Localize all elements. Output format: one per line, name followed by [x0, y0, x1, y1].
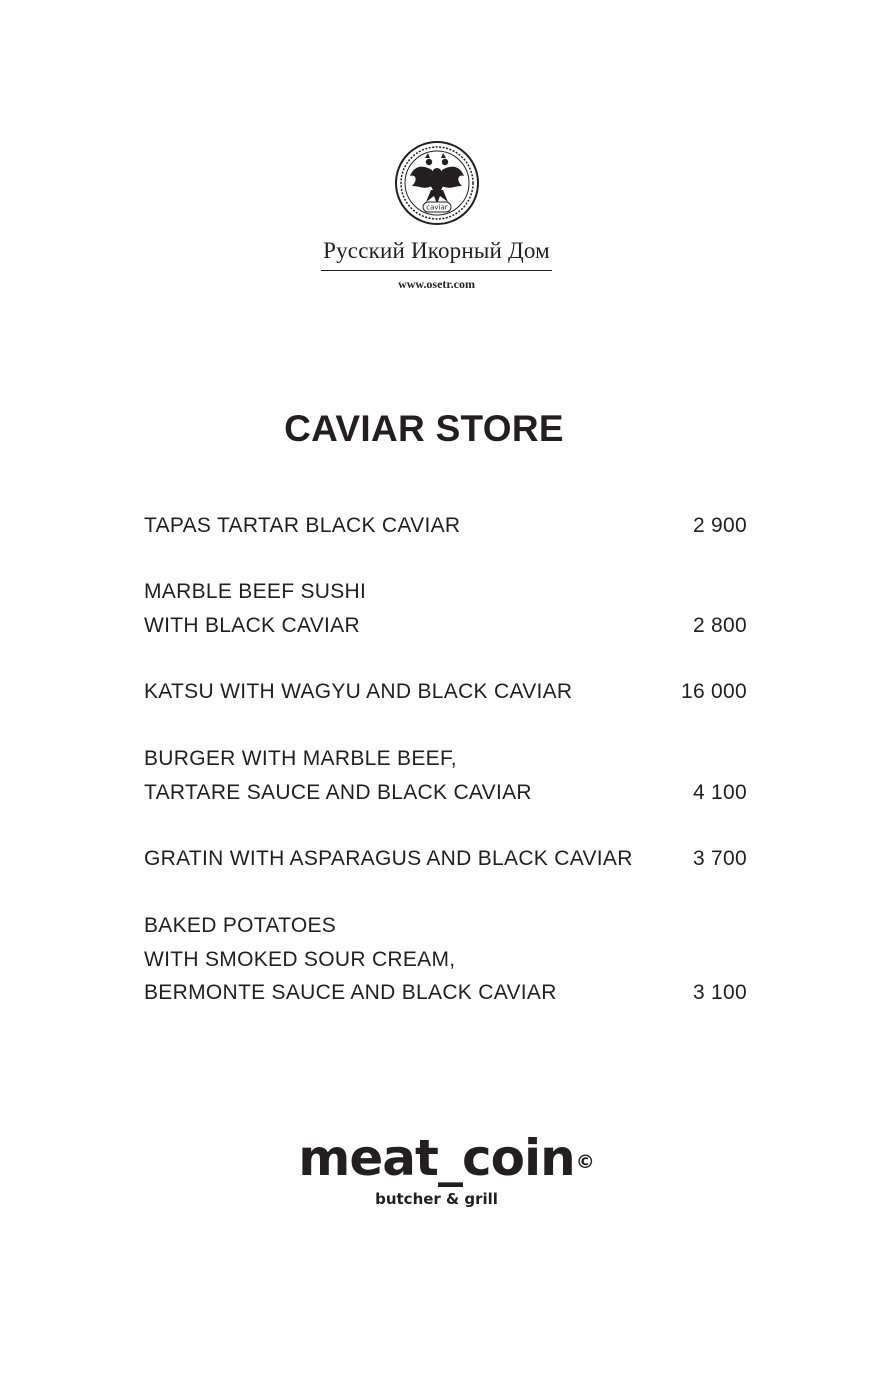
menu-item-name-line: BAKED POTATOES [144, 914, 337, 937]
menu-item-price: 16 000 [680, 680, 747, 703]
meat-coin-logo [298, 1128, 595, 1188]
menu-item-price: 2 800 [692, 613, 747, 637]
logo-wordmark: meat_coin [298, 1129, 575, 1187]
menu-item-price: 3 700 [692, 847, 747, 870]
menu-item-price: 3 100 [692, 981, 747, 1004]
menu-item-name-line: BERMONTE SAUCE AND BLACK CAVIAR [144, 981, 557, 1004]
footer-logo [0, 1128, 873, 1208]
menu-item-name [144, 509, 747, 543]
menu-item [144, 842, 747, 876]
menu-item-name-line: WITH BLACK CAVIAR [144, 613, 360, 637]
eagle-seal-icon [394, 140, 480, 226]
menu-item-name-line: TAPAS TARTAR BLACK CAVIAR [144, 514, 461, 537]
menu-item [144, 575, 747, 642]
emblem-label: caviar [425, 203, 448, 212]
menu-item-name [144, 909, 747, 1010]
menu-item-name [144, 742, 747, 809]
page-title: CAVIAR STORE [284, 408, 564, 449]
menu-item-name-line: MARBLE BEEF SUSHI [144, 580, 367, 603]
copyright-mark: © [575, 1151, 595, 1173]
menu-item [144, 509, 747, 543]
menu-item-price: 4 100 [692, 780, 747, 804]
logo-tagline: butcher & grill [375, 1190, 498, 1208]
menu-item [144, 675, 747, 709]
menu-item [144, 742, 747, 809]
menu-item-name-line: WITH SMOKED SOUR CREAM, [144, 947, 456, 971]
menu-item-name [144, 575, 747, 642]
menu-item-name [144, 675, 747, 709]
menu-item [144, 909, 747, 1010]
menu-item-name-line: TARTARE SAUCE AND BLACK CAVIAR [144, 780, 532, 804]
menu-item-name-line: GRATIN WITH ASPARAGUS AND BLACK CAVIAR [144, 847, 633, 870]
brand-name: Русский Икорный Дом [321, 236, 552, 271]
website-url: www.osetr.com [398, 277, 475, 291]
header-logo [0, 140, 873, 292]
menu-item-price: 2 900 [692, 514, 747, 537]
menu-item-name-line: KATSU WITH WAGYU AND BLACK CAVIAR [144, 680, 573, 703]
menu-item-name-line: BURGER WITH MARBLE BEEF, [144, 747, 457, 770]
menu-item-name [144, 842, 747, 876]
